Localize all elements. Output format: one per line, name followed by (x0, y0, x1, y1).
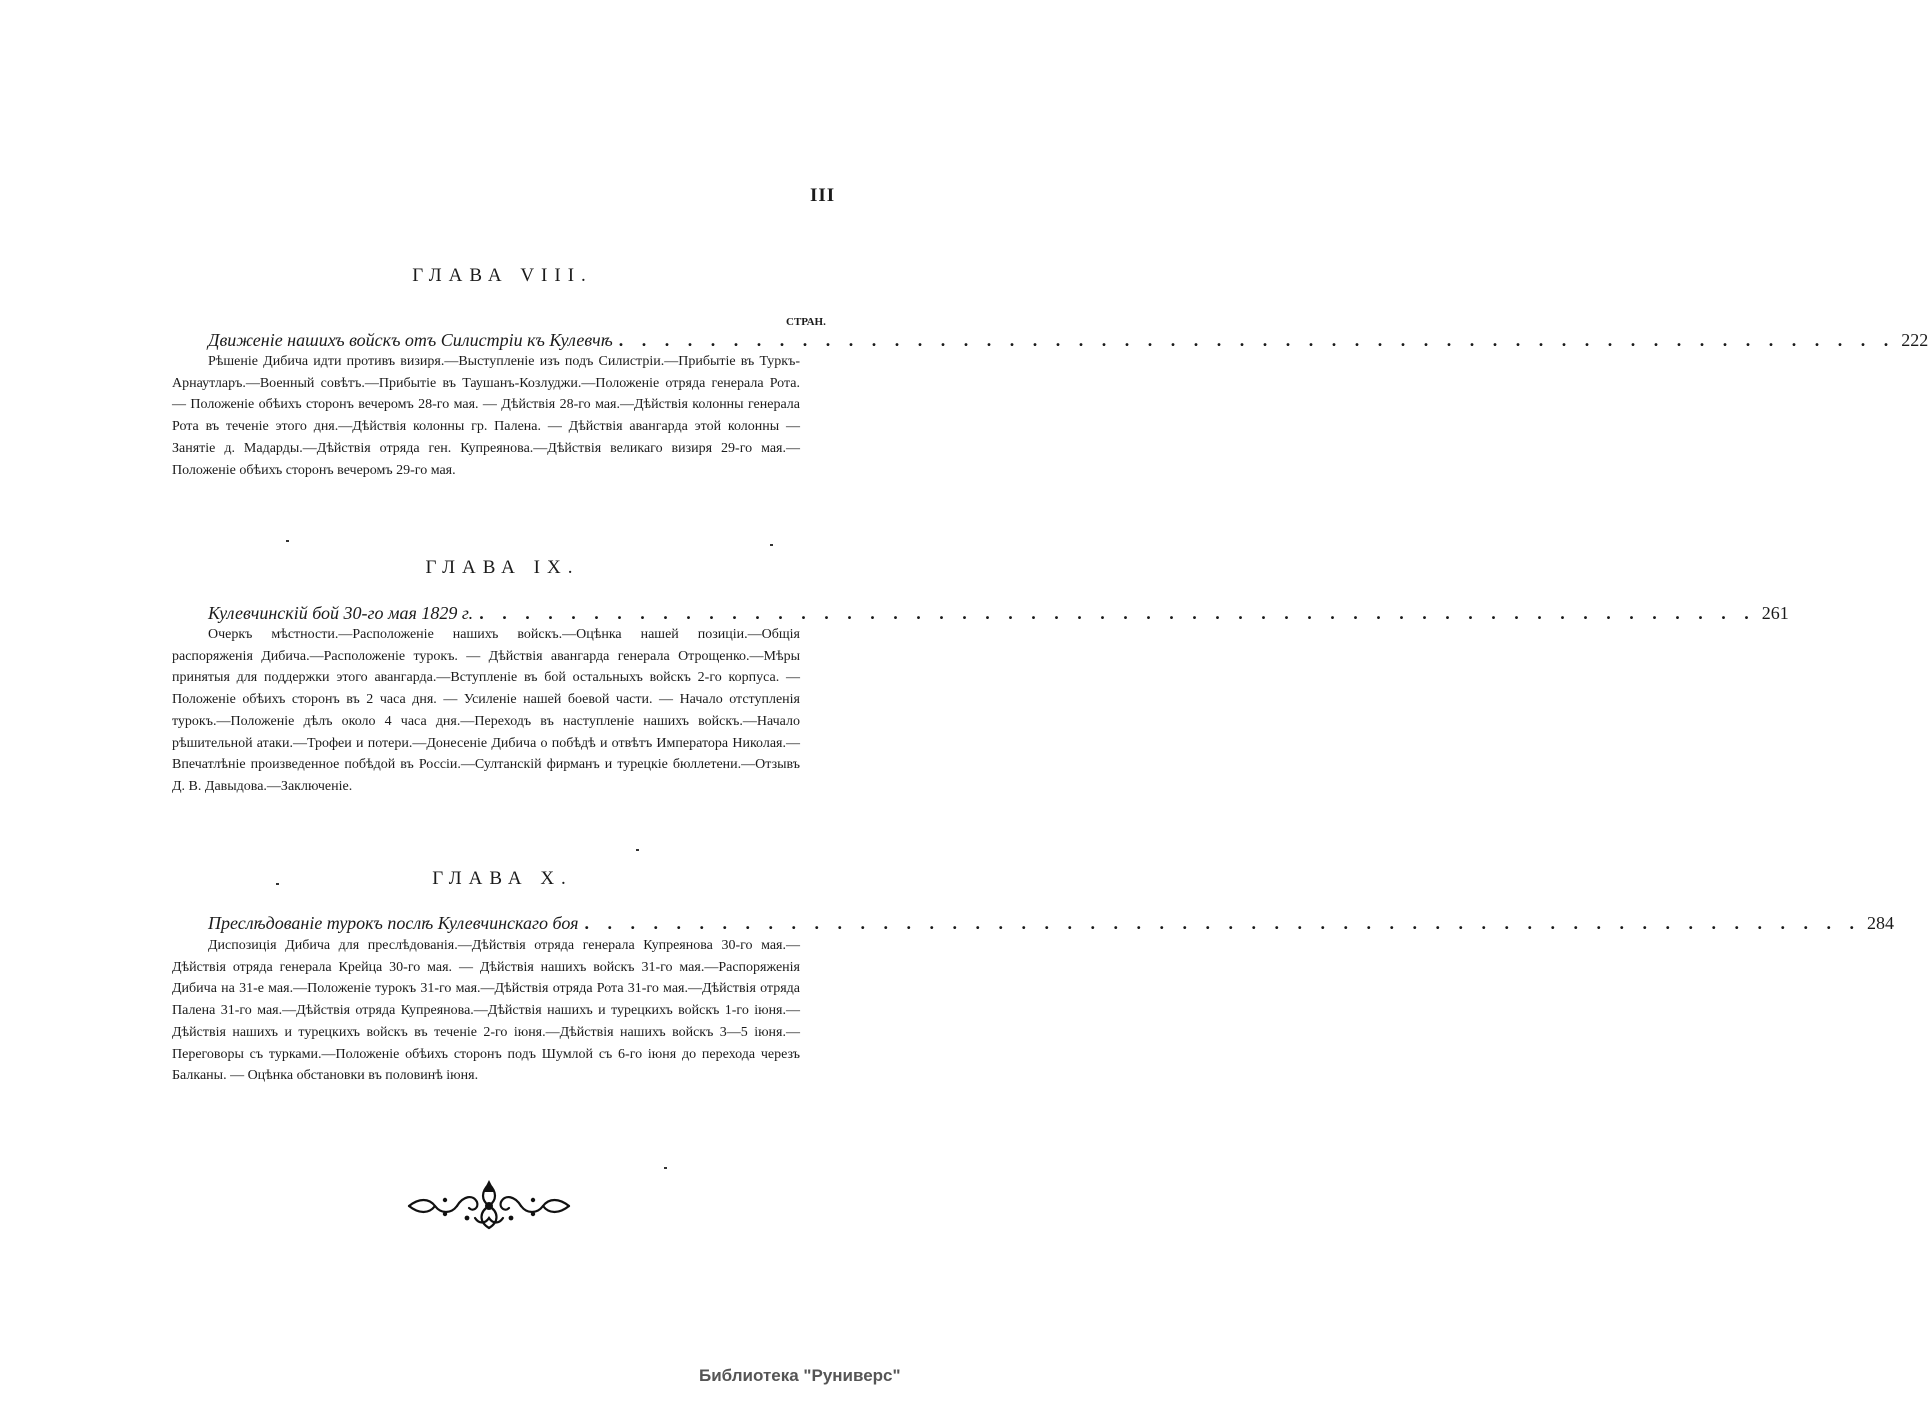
entry-page: 222 (1901, 330, 1928, 350)
leader-dots: . . . . . . . . . . . . . . . . . . . . . . . . . . . . . . . . . . . . . . . . . . . . . . . . . . . . . . . . (618, 330, 1896, 350)
chapter-summary: Очеркъ мѣстности.—Расположеніе нашихъ войскъ.—Оцѣнка нашей позиціи.—Общія распоряженія Дибича.—Расположеніе турокъ. — Дѣйствія авангарда генерала Отрощенко.—Мѣры принятыя для поддержки этого авангарда.—Вступленіе въ бой остальныхъ войскъ 2-го корпуса. — Положеніе обѣихъ сторонъ въ 2 часа дня. — Усиленіе нашей боевой части. — Начало отступленія турокъ.—Положеніе дѣлъ около 4 часа дня.—Переходъ въ наступленіе нашихъ войскъ.—Начало рѣшительной атаки.—Трофеи и потери.—Донесеніе Дибича о побѣдѣ и отвѣтъ Императора Николая.—Впечатлѣніе произведенное побѣдой въ Россіи.—Султанскій фирманъ и турецкіе бюллетени.—Отзывъ Д. В. Давыдова.—Заключеніе. (172, 627, 800, 794)
entry-title: Движеніе нашихъ войскъ отъ Силистріи къ Кулевчѣ (208, 330, 613, 350)
entry-title: Преслѣдованіе турокъ послѣ Кулевчинскаго боя (208, 913, 579, 933)
entry-page: 261 (1761, 603, 1789, 623)
chapter-heading: ГЛАВА X. (432, 868, 573, 889)
page-column-label: СТРАН. (786, 316, 826, 328)
page-number: III (810, 185, 836, 206)
leader-dots: . . . . . . . . . . . . . . . . . . . . . . . . . . . . . . . . . . . . . . . . . . . . . . . . . . . . . . . . (584, 913, 1861, 933)
scan-speck (286, 540, 289, 542)
toc-entry (208, 603, 1789, 624)
chapter-heading: ГЛАВА VIII. (412, 265, 593, 286)
scan-speck (636, 849, 639, 851)
tailpiece-ornament (405, 1178, 573, 1234)
leader-dots: . . . . . . . . . . . . . . . . . . . . . . . . . . . . . . . . . . . . . . . . . . . . . . . . . . . . . . . . (479, 603, 1756, 623)
toc-entry (208, 913, 1894, 934)
scan-speck (664, 1167, 667, 1169)
entry-page: 284 (1866, 913, 1894, 933)
chapter-summary: Рѣшеніе Дибича идти противъ визиря.—Выступленіе изъ подъ Силистріи.—Прибытіе въ Туркъ-Арнаутларъ.—Военный совѣтъ.—Прибытіе въ Таушанъ-Козлуджи.—Положеніе отряда генерала Рота. — Положеніе обѣихъ сторонъ вечеромъ 28-го мая. — Дѣйствія 28-го мая.—Дѣйствія колонны генерала Рота въ теченіе этого дня.—Дѣйствія колонны гр. Палена. — Дѣйствія авангарда этой колонны —Занятіе д. Мадарды.—Дѣйствія отряда ген. Купреянова.—Дѣйствія великаго визиря 29-го мая.—Положеніе обѣихъ сторонъ вечеромъ 29-го мая. (172, 354, 800, 478)
chapter-heading: ГЛАВА IX. (425, 557, 580, 578)
library-credit: Библиотека "Руниверс" (699, 1366, 901, 1385)
chapter-summary: Диспозиція Дибича для преслѣдованія.—Дѣйствія отряда генерала Купреянова 30-го мая.—Дѣйствія отряда генерала Крейца 30-го мая. — Дѣйствія нашихъ войскъ 31-го мая.—Распоряженія Дибича на 31-е мая.—Положеніе турокъ 31-го мая.—Дѣйствія отряда Рота 31-го мая.—Дѣйствія отряда Палена 31-го мая.—Дѣйствія отряда Купреянова.—Дѣйствія нашихъ и турецкихъ войскъ 1-го іюня.—Дѣйствія нашихъ и турецкихъ войскъ въ теченіе 2-го іюня.—Дѣйствія нашихъ войскъ 3—5 іюня.—Переговоры съ турками.—Положеніе обѣихъ сторонъ подъ Шумлой съ 6-го іюня до перехода черезъ Балканы. — Оцѣнка обстановки въ половинѣ іюня. (172, 938, 800, 1084)
scan-speck (770, 544, 773, 546)
entry-title: Кулевчинскій бой 30-го мая 1829 г. (208, 603, 474, 623)
toc-entry (208, 330, 1928, 351)
scan-speck (276, 883, 279, 885)
